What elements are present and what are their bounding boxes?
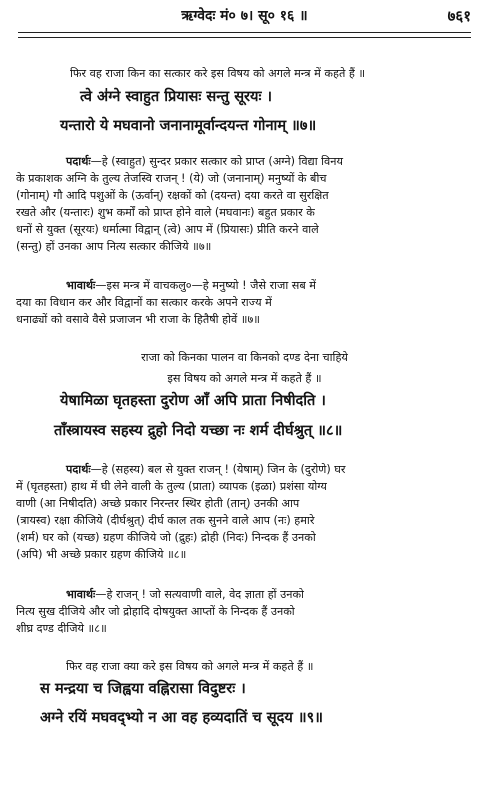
bhavartha-label: भावार्थः <box>66 279 96 292</box>
bhavartha-line: दया का विधान कर और विद्वानों का सत्कार करके अपने राज्य में <box>16 296 272 309</box>
padartha-label: पदार्थः <box>66 155 91 168</box>
padartha-line: वाणी (आ निषीदति) अच्छे प्रकार निरन्तर स्थिर होती (तान्) उनकी आप <box>16 497 300 510</box>
intro-line: इस विषय को अगले मन्त्र में कहते हैं ॥ <box>167 372 322 385</box>
bhavartha-line: धनाढ्यों को वसावे वैसे प्रजाजन भी राजा के हितैषी होवें ॥७॥ <box>16 313 260 326</box>
padartha-line: (शर्म) घर को (यच्छ) ग्रहण कीजिये जो (द्रुहः) द्रोही (निदः) निन्दक हैं उनको <box>16 531 316 544</box>
intro-line: फिर वह राजा क्या करे इस विषय को अगले मन्त्र में कहते हैं ॥ <box>66 660 314 673</box>
intro-line: फिर वह राजा किन का सत्कार करे इस विषय को अगले मन्त्र में कहते हैं ॥ <box>70 67 366 80</box>
padartha-line: (सन्तु) हों उनका आप नित्य सत्कार कीजिये ॥७॥ <box>16 240 212 253</box>
bhavartha-first-line: भावार्थः—इस मन्त्र में वाचकलु०—हे मनुष्यो ! जैसे राजा सब में <box>66 279 317 292</box>
padartha-label: पदार्थः <box>66 463 91 476</box>
padartha-line: रखते और (यन्तारः) शुभ कर्मों को प्राप्त होने वाले (मघवानः) बहुत प्रकार के <box>16 206 315 219</box>
padartha-first-line: पदार्थः—हे (सहस्य) बल से युक्त राजन् ! (येषाम्) जिन के (दुरोणे) घर <box>66 463 346 476</box>
mantra-line: अग्ने रयिं मघवद्भ्यो न आ वह हव्यदातिं च सूदय ॥९॥ <box>40 709 323 726</box>
padartha-line: में (घृतहस्ता) हाथ में घी लेने वाली के तुल्य (प्राता) व्यापक (इळा) प्रशंसा योग्य <box>16 480 327 493</box>
padartha-line: धनों से युक्त (सूरयः) धर्मात्मा विद्वान् (त्वे) आप में (प्रियासः) प्रीति करने वाले <box>16 223 319 236</box>
bhavartha-line: शीघ्र दण्ड दीजिये ॥८॥ <box>16 622 107 635</box>
mantra-line: येषामिळा घृतहस्ता दुरोण आँ अपि प्राता निषीदति । <box>60 392 326 409</box>
page-number: ७६१ <box>447 7 471 25</box>
mantra-line: यन्तारो ये मघवानो जनानामूर्वान्दयन्त गोनाम् ॥७॥ <box>60 117 317 134</box>
bhavartha-line: नित्य सुख दीजिये और जो द्रोहादि दोषयुक्त आप्तों के निन्दक हैं उनको <box>16 605 295 618</box>
page-header <box>18 6 471 28</box>
padartha-first-line: पदार्थः—हे (स्वाहुत) सुन्दर प्रकार सत्कार को प्राप्त (अग्ने) विद्या विनय <box>66 155 343 168</box>
padartha-line: (अपि) भी अच्छे प्रकार ग्रहण कीजिये ॥८॥ <box>16 548 187 561</box>
padartha-line: के प्रकाशक अग्नि के तुल्य तेजस्वि राजन् ! (ये) जो (जनानाम्) मनुष्यों के बीच <box>16 172 327 185</box>
header-rule <box>18 32 471 38</box>
mantra-line: त्वे अ॑ग्ने स्वाहुत प्रियासः सन्तु सूरयः । <box>80 88 273 105</box>
running-title: ऋग्वेदः मं० ७। सू० १६ ॥ <box>181 8 308 24</box>
mantra-line: ताँस्त्रायस्व सहस्य द्रुहो निदो यच्छा नः शर्म दीर्घश्रुत् ॥८॥ <box>54 422 343 439</box>
padartha-line: (त्रायस्व) रक्षा कीजिये (दीर्घश्रुत्) दीर्घ काल तक सुनने वाले आप (नः) हमारे <box>16 514 315 527</box>
padartha-line: (गोनाम्) गौ आदि पशुओं के (ऊर्वान्) रक्षकों को (दयन्त) दया करते वा सुरक्षित <box>16 189 329 202</box>
intro-line: राजा को किनका पालन वा किनको दण्ड देना चाहिये <box>141 351 348 364</box>
bhavartha-first-line: भावार्थः—हे राजन् ! जो सत्यवाणी वाले, वेद ज्ञाता हों उनको <box>66 588 304 601</box>
bhavartha-label: भावार्थः <box>66 588 96 601</box>
mantra-line: स मन्द्रया च जिह्वया वह्निरासा विदुष्टरः । <box>40 680 246 697</box>
